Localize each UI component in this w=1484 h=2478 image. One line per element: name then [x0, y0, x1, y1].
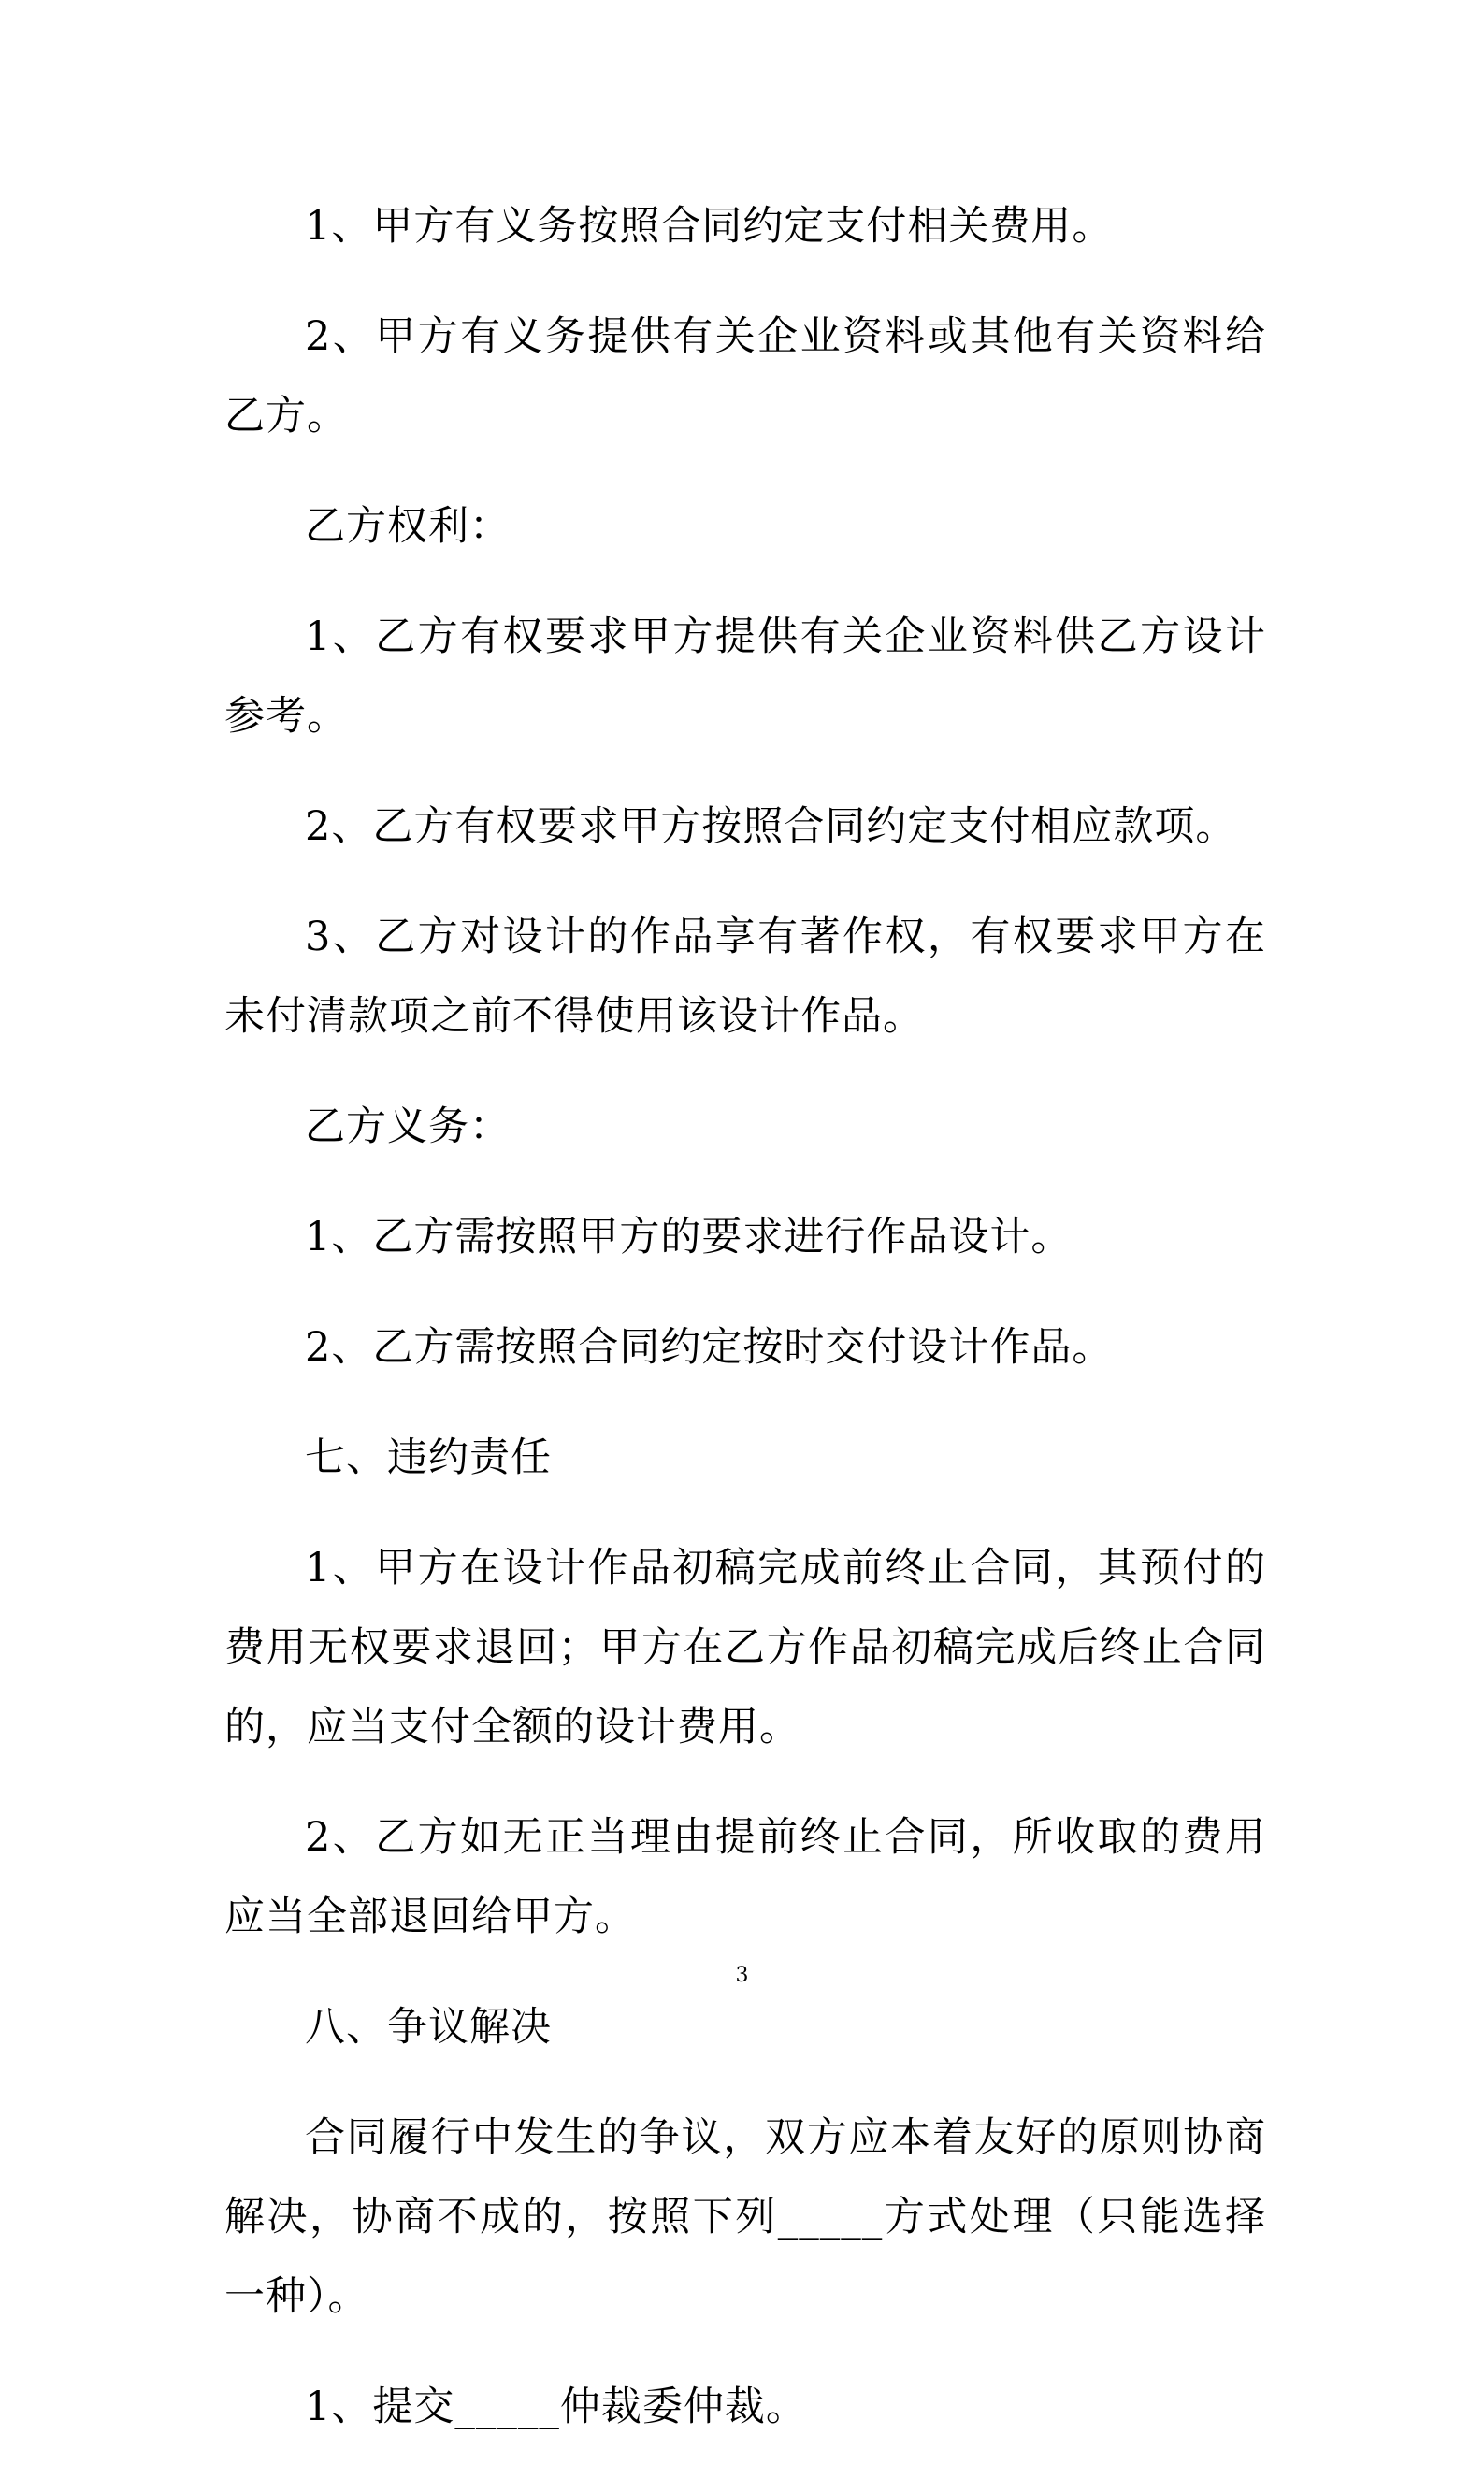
paragraph: 1、甲方有义务按照合同约定支付相关费用。: [305, 203, 1114, 250]
paragraph: 1、提交_____仲裁委仲裁。: [305, 2384, 807, 2430]
section-heading: 八、争议解决: [305, 2004, 552, 2051]
section-subheading: 乙方义务：: [305, 1103, 511, 1150]
section-subheading: 乙方权利：: [305, 503, 511, 550]
paragraph: 合同履行中发生的争议，双方应本着友好的原则协商解决，协商不成的，按照下列_____方式处理（只能选择一种）。: [224, 2114, 1266, 2320]
section-heading: 七、违约责任: [305, 1434, 552, 1481]
paragraph: 1、乙方需按照甲方的要求进行作品设计。: [305, 1214, 1073, 1261]
paragraph: 1、乙方有权要求甲方提供有关企业资料供乙方设计参考。: [224, 613, 1266, 740]
paragraph: 2、乙方有权要求甲方按照合同约定支付相应款项。: [305, 803, 1237, 850]
page-number: 3: [735, 1964, 749, 1987]
paragraph: 3、乙方对设计的作品享有著作权，有权要求甲方在未付清款项之前不得使用该设计作品。: [224, 914, 1266, 1040]
paragraph: 2、乙方如无正当理由提前终止合同，所收取的费用应当全部退回给甲方。: [224, 1814, 1266, 1940]
paragraph: 1、甲方在设计作品初稿完成前终止合同，其预付的费用无权要求退回；甲方在乙方作品初稿完成后终止合同的，应当支付全额的设计费用。: [224, 1545, 1266, 1750]
paragraph: 2、乙方需按照合同约定按时交付设计作品。: [305, 1324, 1114, 1371]
document-body: [224, 187, 1266, 2478]
paragraph: 2、甲方有义务提供有关企业资料或其他有关资料给乙方。: [224, 313, 1266, 439]
